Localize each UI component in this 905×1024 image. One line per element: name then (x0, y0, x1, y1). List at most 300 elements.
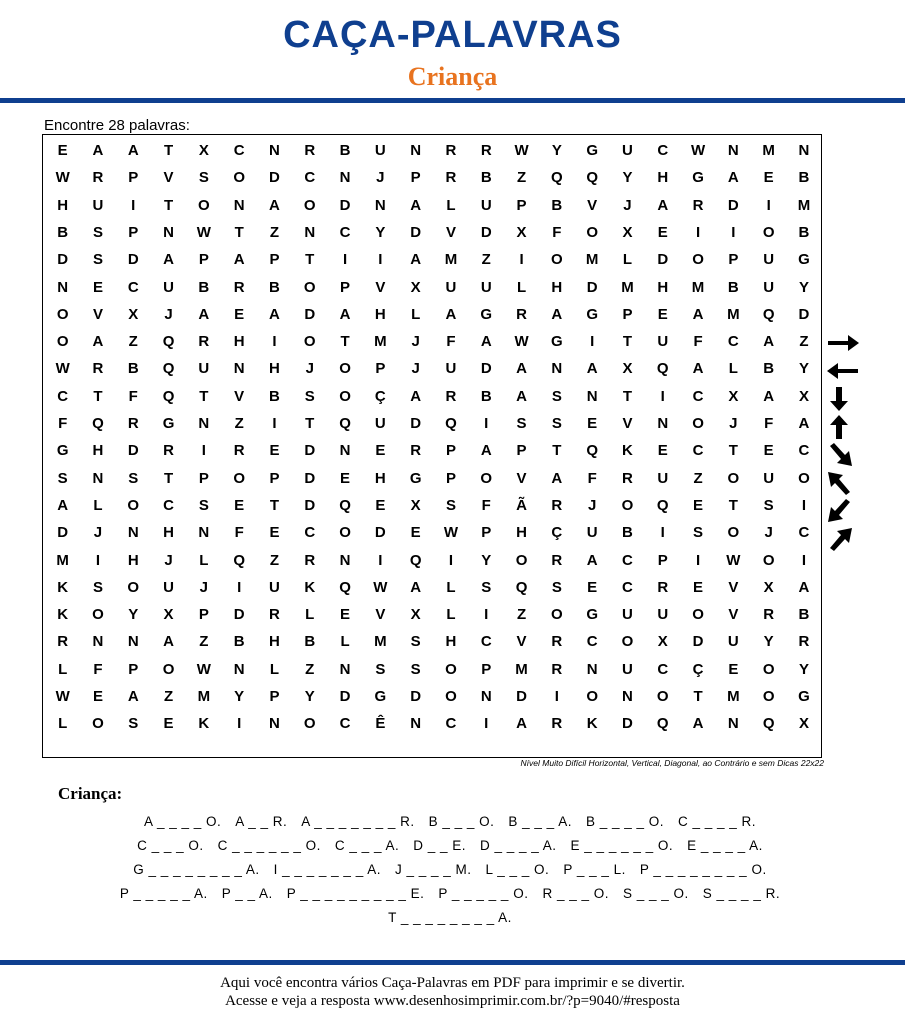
grid-cell: O (692, 606, 704, 624)
grid-cell: S (128, 469, 139, 487)
grid-cell: F (693, 333, 703, 351)
grid-cell: U (657, 606, 669, 624)
grid-cell: R (92, 169, 104, 187)
grid-cell: Z (693, 469, 703, 487)
clue-item: A _ _ R. (235, 814, 288, 829)
clue-item: P _ _ _ _ _ O. (438, 886, 529, 901)
grid-cell: J (305, 360, 314, 378)
grid-cell: F (481, 496, 491, 514)
grid-cell: B (127, 360, 139, 378)
grid-cell: N (198, 415, 210, 432)
grid-cell: D (57, 251, 69, 269)
grid-cell: U (92, 196, 104, 214)
grid-cell: H (657, 169, 669, 187)
clue-item: D _ _ E. (413, 838, 466, 853)
grid-cell: Q (339, 496, 351, 514)
grid-cell: N (304, 223, 316, 241)
clue-item: I _ _ _ _ _ _ _ A. (273, 862, 381, 877)
grid-cell: O (480, 469, 493, 487)
grid-cell: O (762, 660, 775, 678)
grid-cell: I (131, 196, 136, 214)
grid-cell: S (410, 633, 421, 651)
grid-cell: W (55, 360, 70, 378)
grid-cell: C (127, 278, 139, 296)
grid-cell: P (269, 251, 280, 269)
grid-cell: D (57, 524, 69, 542)
grid-cell: Y (481, 551, 492, 569)
grid-cell: U (163, 578, 174, 596)
grid-cell: V (163, 169, 174, 187)
grid-cell: A (233, 251, 245, 269)
grid-cell: V (516, 469, 527, 487)
grid-cell: U (374, 415, 386, 432)
grid-cell: I (237, 578, 242, 596)
grid-cell: Ç (374, 387, 386, 405)
bottom-divider (0, 960, 905, 965)
clue-item: S _ _ _ O. (622, 886, 689, 901)
grid-cell: S (92, 223, 103, 241)
grid-cell: S (198, 496, 209, 514)
grid-cell: M (374, 333, 387, 351)
grid-cell: V (375, 606, 386, 624)
grid-cell: T (622, 333, 633, 351)
grid-cell: L (199, 551, 209, 569)
grid-cell: G (480, 305, 493, 323)
grid-cell: P (481, 660, 492, 678)
grid-cell: P (622, 305, 633, 323)
grid-cell: N (339, 551, 351, 569)
grid-cell: A (163, 633, 174, 651)
grid-cell: P (128, 223, 139, 241)
grid-cell: E (763, 442, 774, 460)
grid-cell: C (480, 633, 492, 651)
clue-item: L _ _ _ O. (485, 862, 550, 877)
arrow-down-right-icon (826, 442, 860, 468)
grid-cell: R (57, 633, 69, 651)
grid-cell: W (514, 142, 529, 159)
grid-row (43, 328, 823, 355)
grid-row (43, 710, 823, 737)
grid-cell: C (163, 496, 174, 514)
clue-row (40, 882, 860, 906)
grid-cell: E (92, 278, 103, 296)
grid-cell: M (621, 278, 634, 296)
grid-cell: W (726, 551, 741, 569)
grid-cell: A (657, 196, 669, 214)
grid-row (43, 410, 823, 437)
grid-cell: G (586, 142, 598, 159)
grid-cell: Z (305, 660, 315, 678)
grid-cell: Z (481, 251, 491, 269)
grid-cell: M (444, 251, 458, 269)
grid-cell: I (695, 223, 701, 241)
grid-cell: C (622, 551, 633, 569)
grid-cell: N (198, 524, 210, 542)
grid-cell: E (375, 496, 386, 514)
clue-item: C _ _ _ A. (334, 838, 400, 853)
grid-cell: E (763, 169, 774, 187)
grid-cell: N (339, 169, 351, 187)
grid-cell: E (340, 469, 351, 487)
grid-cell: M (727, 688, 740, 705)
grid-cell: Y (622, 169, 633, 187)
grid-cell: I (378, 551, 383, 569)
clue-item: B _ _ _ O. (428, 814, 495, 829)
footer-line-1: Aqui você encontra vários Caça-Palavras em PDF para imprimir e se divertir. (220, 975, 685, 991)
grid-cell: A (410, 251, 422, 269)
grid-cell: N (586, 387, 598, 405)
grid-cell: U (480, 278, 492, 296)
grid-cell: C (657, 142, 669, 159)
arrow-up-right-icon (826, 526, 860, 552)
grid-cell: D (304, 469, 316, 487)
grid-cell: B (551, 196, 563, 214)
grid-cell: S (57, 469, 68, 487)
grid-cell: I (342, 251, 348, 269)
grid-cell: A (410, 578, 422, 596)
grid-cell: T (552, 442, 562, 460)
grid-cell: L (340, 633, 350, 651)
grid-cell: Q (445, 415, 457, 432)
grid-row (43, 628, 823, 655)
clue-item: D _ _ _ _ A. (480, 838, 557, 853)
grid-cell: B (269, 387, 280, 405)
grid-cell: Q (339, 415, 351, 432)
grid-cell: B (727, 278, 739, 296)
grid-cell: F (93, 660, 103, 678)
grid-cell: Ç (692, 660, 704, 678)
grid-cell: O (621, 496, 634, 514)
arrow-right-icon (826, 330, 860, 356)
grid-cell: N (233, 360, 245, 378)
grid-cell: H (516, 524, 527, 542)
grid-cell: N (92, 633, 104, 651)
grid-cell: R (480, 142, 492, 159)
grid-cell: S (693, 524, 704, 542)
grid-cell: A (410, 387, 422, 405)
grid-cell: A (198, 305, 210, 323)
grid-cell: Y (128, 606, 139, 624)
grid-cell: Q (162, 360, 175, 378)
grid-cell: Q (762, 305, 775, 323)
grid-cell: D (269, 169, 280, 187)
grid-cell: D (657, 251, 669, 269)
grid-cell: R (551, 660, 563, 678)
grid-cell: U (622, 606, 633, 624)
grid-cell: T (199, 387, 209, 405)
grid-cell: Q (656, 496, 669, 514)
clue-row (40, 810, 860, 834)
grid-cell: O (586, 223, 598, 241)
grid-cell: S (128, 715, 139, 733)
grid-cell: Z (199, 633, 209, 651)
grid-cell: A (163, 251, 174, 269)
grid-cell: N (233, 660, 245, 678)
clue-row (40, 834, 860, 858)
clue-item: A _ _ _ _ _ _ _ R. (301, 814, 415, 829)
grid-cell: X (128, 305, 139, 323)
grid-cell: J (93, 524, 103, 542)
grid-cell: O (92, 606, 104, 624)
grid-cell: G (798, 251, 810, 269)
grid-cell: G (586, 305, 598, 323)
grid-row (43, 246, 823, 273)
grid-cell: E (234, 305, 245, 323)
grid-cell: H (551, 278, 563, 296)
grid-cell: E (657, 442, 668, 460)
grid-cell: F (552, 223, 562, 241)
grid-cell: N (127, 633, 139, 651)
grid-cell: C (304, 169, 316, 187)
clue-heading: Criança: (58, 784, 123, 803)
grid-cell: X (198, 142, 209, 159)
grid-cell: Z (799, 333, 809, 351)
grid-cell: J (587, 496, 597, 514)
grid-cell: B (304, 633, 316, 651)
grid-cell: N (727, 715, 739, 733)
grid-cell: W (690, 142, 706, 159)
grid-cell: X (657, 633, 668, 651)
grid-cell: A (410, 196, 422, 214)
grid-cell: N (269, 715, 280, 733)
grid-cell: T (340, 333, 350, 351)
grid-cell: Z (269, 551, 280, 569)
grid-cell: Y (304, 688, 315, 705)
grid-cell: Z (234, 415, 244, 432)
grid-cell: A (692, 305, 704, 323)
instruction-text: Encontre 28 palavras: (44, 117, 190, 134)
grid-cell: P (728, 251, 739, 269)
direction-legend (826, 326, 866, 558)
grid-row (43, 164, 823, 191)
grid-cell: O (762, 688, 775, 705)
grid-row (43, 137, 823, 164)
grid-cell: L (516, 278, 527, 296)
grid-cell: M (585, 251, 599, 269)
grid-cell: Q (515, 578, 528, 596)
grid-cell: A (445, 305, 457, 323)
grid-cell: D (374, 524, 386, 542)
grid-cell: P (269, 688, 280, 705)
grid-cell: Q (656, 360, 669, 378)
grid-cell: C (586, 633, 598, 651)
grid-cell: O (727, 524, 740, 542)
grid-cell: D (304, 496, 316, 514)
grid-cell: S (551, 387, 562, 405)
footer-line-2: Acesse e veja a resposta www.desenhosimprimir.com.br/?p=9040/#resposta (225, 993, 680, 1009)
grid-cell: M (374, 633, 387, 651)
grid-cell: O (303, 715, 316, 733)
grid-cell: H (92, 442, 104, 460)
grid-cell: S (92, 578, 103, 596)
grid-cell: B (480, 169, 492, 187)
grid-cell: N (586, 660, 598, 678)
grid-cell: A (57, 496, 69, 514)
grid-cell: Q (339, 578, 351, 596)
grid-cell: Y (234, 688, 245, 705)
grid-cell: O (198, 196, 210, 214)
grid-cell: O (551, 606, 563, 624)
grid-cell: H (163, 524, 174, 542)
grid-cell: A (127, 142, 139, 159)
grid-cell: E (693, 578, 704, 596)
grid-cell: T (693, 688, 703, 705)
arrow-left-icon (826, 358, 860, 384)
grid-cell: O (339, 524, 351, 542)
page-title: CAÇA-PALAVRAS (283, 14, 622, 56)
grid-cell: E (163, 715, 174, 733)
grid-cell: B (198, 278, 210, 296)
grid-cell: I (766, 196, 771, 214)
grid-cell: I (378, 251, 383, 269)
grid-cell: N (374, 196, 386, 214)
grid-cell: S (551, 578, 562, 596)
grid-cell: A (798, 415, 810, 432)
grid-cell: P (269, 469, 280, 487)
grid-cell: H (57, 196, 69, 214)
grid-cell: N (339, 660, 351, 678)
grid-cell: E (340, 606, 351, 624)
grid-cell: E (269, 442, 280, 460)
grid-cell: A (516, 360, 527, 378)
grid-cell: R (551, 715, 563, 733)
grid-row (43, 383, 823, 410)
grid-cell: I (590, 333, 595, 351)
clue-row (40, 858, 860, 882)
top-divider (0, 98, 905, 103)
grid-cell: B (622, 524, 633, 542)
grid-cell: I (660, 524, 665, 542)
grid-cell: R (304, 551, 316, 569)
grid-cell: G (374, 688, 387, 705)
grid-cell: F (128, 387, 138, 405)
clue-item: B _ _ _ A. (508, 814, 572, 829)
grid-cell: O (339, 387, 351, 405)
grid-cell: A (516, 387, 527, 405)
grid-cell: R (445, 169, 457, 187)
grid-cell: X (798, 387, 809, 405)
clue-item: P _ _ A. (221, 886, 273, 901)
grid-cell: X (728, 387, 739, 405)
grid-cell: U (657, 469, 669, 487)
grid-row (43, 301, 823, 328)
grid-cell: K (304, 578, 316, 596)
grid-cell: Y (551, 142, 562, 159)
grid-cell: D (480, 223, 492, 241)
grid-cell: O (303, 196, 316, 214)
grid-cell: X (622, 223, 633, 241)
grid-cell: G (56, 442, 69, 460)
grid-cell: O (127, 496, 140, 514)
grid-cell: Q (233, 551, 245, 569)
grid-cell: Y (798, 278, 809, 296)
grid-cell: L (728, 360, 738, 378)
grid-cell: W (55, 169, 70, 187)
grid-cell: A (586, 551, 598, 569)
grid-row (43, 437, 823, 464)
clue-item: C _ _ _ O. (137, 838, 204, 853)
clue-list (40, 810, 860, 930)
grid-cell: Ç (551, 524, 563, 542)
grid-cell: S (304, 387, 315, 405)
grid-cell: B (763, 360, 775, 378)
grid-cell: V (375, 278, 386, 296)
grid-cell: Q (762, 715, 775, 733)
clue-item: G _ _ _ _ _ _ _ _ A. (133, 862, 260, 877)
grid-cell: D (127, 251, 139, 269)
grid-cell: R (92, 360, 104, 378)
grid-cell: A (551, 305, 563, 323)
grid-cell: P (657, 551, 668, 569)
grid-cell: R (445, 142, 457, 159)
grid-cell: I (695, 551, 701, 569)
grid-cell: C (233, 142, 245, 159)
grid-cell: A (586, 360, 598, 378)
grid-cell: X (798, 715, 809, 733)
grid-cell: C (445, 715, 457, 733)
grid-cell: D (410, 415, 422, 432)
grid-cell: R (692, 196, 704, 214)
grid-cell: A (798, 578, 810, 596)
grid-cell: Z (516, 169, 527, 187)
grid-cell: N (269, 142, 280, 159)
clue-item: P _ _ _ _ _ _ _ _ O. (639, 862, 767, 877)
word-search-grid (42, 134, 822, 758)
grid-cell: O (303, 333, 316, 351)
grid-cell: L (622, 251, 633, 269)
grid-cell: D (339, 688, 351, 705)
grid-cell: A (727, 169, 739, 187)
grid-cell: K (622, 442, 633, 460)
grid-cell: R (657, 578, 669, 596)
arrow-down-left-icon (826, 498, 860, 524)
grid-cell: R (269, 606, 280, 624)
grid-cell: X (763, 578, 774, 596)
grid-cell: O (56, 305, 69, 323)
grid-row (43, 574, 823, 601)
grid-cell: C (339, 715, 351, 733)
grid-cell: D (339, 196, 351, 214)
grid-cell: N (798, 142, 810, 159)
grid-cell: H (445, 633, 457, 651)
grid-cell: N (727, 142, 739, 159)
grid-cell: Y (798, 660, 809, 678)
clue-item: C _ _ _ _ R. (678, 814, 757, 829)
grid-row (43, 656, 823, 683)
grid-cell: L (93, 496, 103, 514)
grid-cell: O (798, 469, 810, 487)
grid-row (43, 492, 823, 519)
grid-cell: O (762, 551, 775, 569)
grid-cell: I (554, 688, 559, 705)
grid-cell: L (446, 196, 456, 214)
grid-cell: A (692, 715, 704, 733)
grid-cell: H (374, 305, 386, 323)
footer (0, 974, 905, 1010)
grid-cell: V (516, 633, 527, 651)
grid-cell: D (516, 688, 527, 705)
grid-cell: I (519, 251, 524, 269)
grid-cell: J (623, 196, 632, 214)
grid-cell: W (55, 688, 70, 705)
grid-cell: R (163, 442, 174, 460)
grid-cell: S (551, 415, 562, 432)
grid-cell: Z (269, 223, 280, 241)
grid-cell: U (763, 469, 775, 487)
grid-cell: W (514, 333, 529, 351)
grid-cell: O (233, 169, 245, 187)
grid-cell: M (727, 305, 740, 323)
